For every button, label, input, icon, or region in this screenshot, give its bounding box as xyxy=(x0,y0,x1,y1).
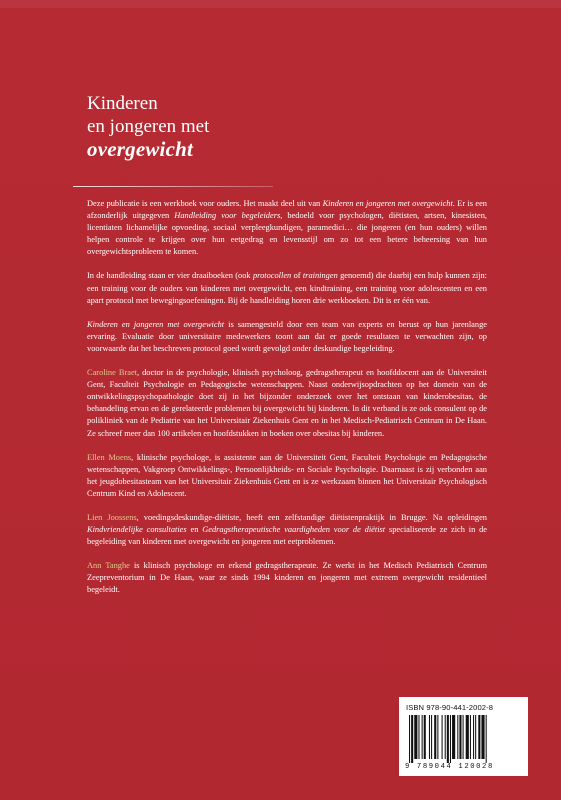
barcode-bar xyxy=(429,715,430,759)
barcode-bar xyxy=(424,715,426,759)
italic-run: trainingen xyxy=(302,271,338,281)
text-run: is klinisch psychologe en erkend gedragstherapeute. Ze werkt in het Medisch Pediatrisch Centrum Zeepreventorium in De Haan, waar ze sinds 1994 kinderen en jongeren met extreem overgewicht residentieel begeleidt. xyxy=(87,561,487,595)
barcode-bar xyxy=(450,715,451,763)
text-run: . Er is een afzonderlijk uitgegeven xyxy=(87,199,487,221)
barcode-bar xyxy=(466,715,469,759)
barcode-digit-group: 789044 xyxy=(416,763,453,771)
barcode-bar xyxy=(434,715,436,759)
paragraph-intro xyxy=(87,198,487,258)
barcode-bar xyxy=(481,715,484,759)
barcode-bar xyxy=(437,715,438,759)
barcode-bar xyxy=(459,715,461,759)
text-run: is samengesteld door een team van experts en berust op hun jarenlange ervaring. Evaluatie door universitaire medewerkers toont aan dat er goede resultaten te verwachten zijn, op voorwaarde dat het beschreven protocol goed wordt gevolgd onder deskundige begeleiding. xyxy=(87,319,487,353)
text-run: , klinische psychologe, is assistente aan de Universiteit Gent, Faculteit Psychologie en Pedagogische wetenschappen, Vakgroep Ontwikkelings-, Persoonlijkheids- en Sociale Psychologie. Daarnaast is zij verbonden aan het jeugdobesitasteam van het Universitair Ziekenhuis Gent en is ze werkzaam binnen het Universitair Psychologisch Centrum Kind en Adolescent. xyxy=(87,452,487,498)
italic-run: Handleiding voor begeleiders xyxy=(174,211,281,221)
title-line-2: en jongeren met xyxy=(87,116,210,137)
barcode-bar xyxy=(478,715,480,759)
barcode-digit-group: 9 xyxy=(405,763,411,771)
author-name: Ellen Moens xyxy=(87,452,132,462)
barcode-bar xyxy=(418,715,419,759)
text-run: , bedoeld voor psychologen, diëtisten, artsen, kinesisten, licentiaten lichamelijke opvoeding, sociaal verpleegkundigen, paramedici… die jongeren (en hun ouders) willen helpen controle te krijgen over hun eetgedrag en levensstijl om zo tot een betere beheersing van hun overgewichtsprobleem te komen. xyxy=(87,211,488,257)
text-run: , voedingsdeskundige-diëtiste, heeft een zelfstandige diëtistenpraktijk in Brugge. Na opleidingen xyxy=(136,512,487,522)
author-name: Ann Tanghe xyxy=(87,561,130,571)
barcode-digits xyxy=(405,763,523,771)
paragraph-experts xyxy=(87,319,487,355)
barcode-icon xyxy=(407,715,520,763)
title-line-1: Kinderen xyxy=(87,93,158,114)
italic-run: Kinderen en jongeren met overgewicht xyxy=(87,319,225,329)
top-band xyxy=(0,0,561,8)
barcode-bar xyxy=(457,715,458,759)
isbn-label: ISBN 978-90-441-2002-8 xyxy=(406,703,494,712)
italic-run: protocollen xyxy=(252,271,292,281)
barcode-bar xyxy=(463,715,464,759)
barcode-bar xyxy=(414,715,417,759)
barcode-bar xyxy=(445,715,446,759)
barcode-bar xyxy=(447,715,449,763)
title-divider xyxy=(73,186,273,187)
text-run: In de handleiding staan er vier draaiboeken (ook xyxy=(87,271,253,281)
paragraph-handleiding xyxy=(87,270,487,306)
book-title xyxy=(87,92,287,161)
author-bio-tanghe xyxy=(87,560,487,596)
barcode-bar xyxy=(442,715,443,759)
barcode-bar xyxy=(473,715,474,759)
author-name: Lien Joossens xyxy=(87,512,137,522)
barcode-bar xyxy=(431,715,432,759)
italic-run: Gedragstherapeutische vaardigheden voor de diëtist xyxy=(202,525,386,535)
blurb-text xyxy=(87,198,487,597)
text-run: en xyxy=(186,525,203,535)
text-run: specialiseerde ze zich in de begeleiding van kinderen met overgewicht en jongeren met eetproblemen. xyxy=(87,525,488,547)
author-bio-braet xyxy=(87,367,487,440)
italic-run: Kinderen en jongeren met overgewicht xyxy=(322,199,453,208)
text-run: Deze publicatie is een werkboek voor ouders. Het maakt deel uit van xyxy=(87,199,323,208)
text-run: , doctor in de psychologie, klinisch psycholoog, gedragstherapeut en hoofddocent aan de Universiteit Gent, Faculteit Psychologie en Pedagogische wetenschappen. Naast onderwijsopdrachten op het domein van de ontwikkelingspsychopathologie doet zij in het bijzonder onderzoek over het ontstaan van kinderobesitas, de behandeling ervan en de gerelateerde problemen bij overgewicht bij kinderen. In dit verband is ze ook consulent op de polikliniek van de Pediatrie van het Universitair Ziekenhuis Gent en in het Medisch-Pediatrisch Centrum in De Haan. Ze schreef meer dan 100 artikelen en hoofdstukken in boeken over obesitas bij kinderen. xyxy=(87,368,487,438)
barcode-bar xyxy=(475,715,476,759)
isbn-barcode-box xyxy=(399,697,528,776)
author-bio-joossens xyxy=(87,512,487,548)
italic-run: Kindvriendelijke consultaties xyxy=(87,525,187,535)
text-run: genoemd) die daarbij een hulp kunnen zijn: een training voor de ouders van kinderen met overgewicht, een kindtraining, een training voor adolescenten en een apart protocol met bewegingsoefeningen. Bij de handleiding horen drie werkboeken. Dit is er één van. xyxy=(87,271,487,305)
title-line-3: overgewicht xyxy=(87,137,194,161)
barcode-bar xyxy=(409,715,410,763)
barcode-bar xyxy=(422,715,423,759)
text-run: of xyxy=(291,271,303,281)
barcode-bar xyxy=(486,715,487,763)
barcode-bar xyxy=(452,715,455,759)
barcode-bar xyxy=(470,715,471,759)
author-name: Caroline Braet xyxy=(87,368,137,378)
barcode-bar xyxy=(411,715,413,763)
author-bio-moens xyxy=(87,452,487,500)
barcode-digit-group: 120028 xyxy=(458,763,494,771)
